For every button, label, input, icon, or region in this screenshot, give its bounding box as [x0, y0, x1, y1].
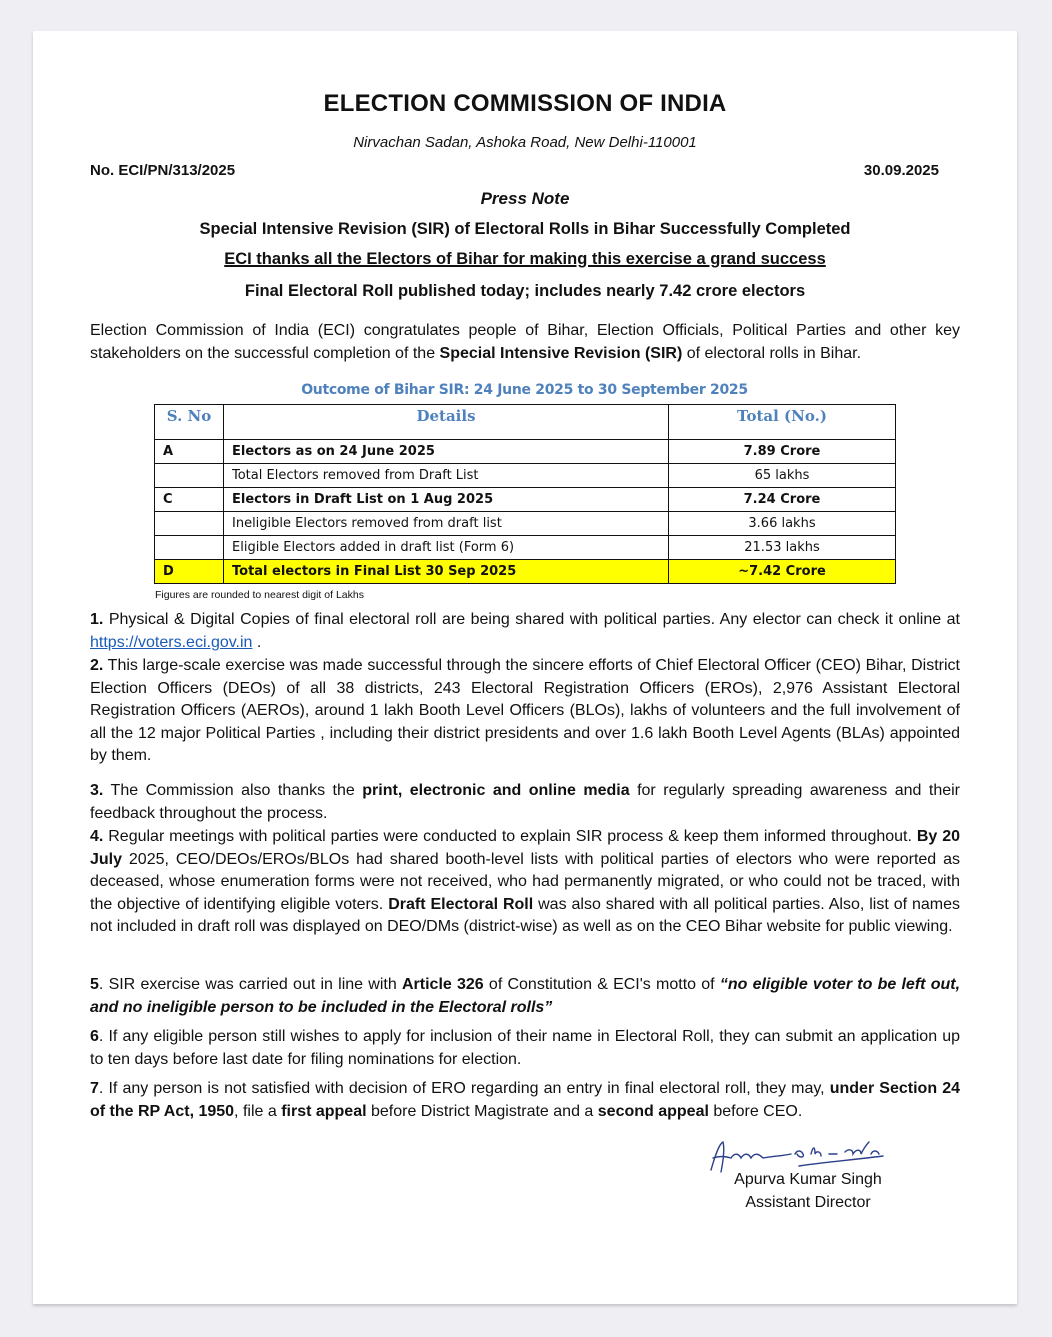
- table-footnote: Figures are rounded to nearest digit of Lakhs: [155, 589, 364, 601]
- eci-motto-quote: “no eligible voter to be left out, and no ineligible person to be included in the Electoral rolls”: [90, 976, 961, 1016]
- cell-sno: [155, 512, 224, 536]
- point-bold: under Section 24 of the RP Act, 1950: [90, 1080, 960, 1120]
- cell-total: 3.66 lakhs: [669, 512, 896, 536]
- signatory-name: Apurva Kumar Singh: [734, 1171, 882, 1188]
- point-number: 3.: [90, 782, 104, 799]
- handwritten-signature-icon: [703, 1136, 893, 1176]
- cell-details: Electors as on 24 June 2025: [224, 440, 669, 464]
- table-row: [155, 512, 896, 536]
- cell-details: Eligible Electors added in draft list (Form 6): [224, 536, 669, 560]
- table-row: [155, 488, 896, 512]
- header-details: Details: [224, 405, 669, 440]
- cell-details: Ineligible Electors removed from draft list: [224, 512, 669, 536]
- cell-sno: A: [155, 440, 224, 464]
- point-text: . If any eligible person still wishes to apply for inclusion of their name in Electoral Roll, they can submit an application up to ten days before last date for filing nominations for election.: [90, 1028, 960, 1068]
- point-text-end: before CEO.: [708, 1102, 803, 1120]
- point-text: . If any person is not satisfied with decision of ERO regarding an entry in final electoral roll, they may,: [98, 1080, 830, 1097]
- point-text-end: for regularly spreading awareness and their feedback throughout the process.: [90, 782, 960, 822]
- point-bold: second appeal: [597, 1102, 709, 1120]
- cell-sno: [155, 464, 224, 488]
- point-bold: By 20 July: [90, 828, 960, 868]
- point-number: 2.: [90, 657, 104, 674]
- header-sno: S. No: [155, 405, 224, 440]
- cell-sno: D: [155, 560, 224, 584]
- point-number: 7: [90, 1080, 99, 1097]
- point-bold: print, electronic and online media: [362, 782, 630, 799]
- point-3: [90, 780, 960, 825]
- point-4: [90, 826, 960, 939]
- point-number: 4.: [90, 828, 104, 845]
- point-text: before District Magistrate and a: [366, 1102, 598, 1120]
- signatory-designation: Assistant Director: [745, 1194, 871, 1211]
- point-text: The Commission also thanks the: [103, 782, 363, 799]
- point-text: 2025, CEO/DEOs/EROs/BLOs had shared booth-level lists with political parties of electors who were reported as deceased, whose enumeration forms were not received, who had permanently migrated, or who could not be traced, with the objective of identifying eligible voters.: [90, 850, 960, 913]
- press-note-label: Press Note: [480, 189, 570, 208]
- point-number: 6: [90, 1028, 99, 1045]
- document-date: 30.09.2025: [863, 162, 939, 179]
- table-row: [155, 464, 896, 488]
- point-text: This large-scale exercise was made successful through the sincere efforts of Chief Electoral Officer (CEO) Bihar, District Election Officers (DEOs) of all 38 districts, 243 Electoral Registration Officers (EROs), 2,976 Assistant Electoral Registration Officers (AEROs), around 1 lakh Booth Level Officers (BLOs), lakhs of volunteers and the full involvement of all the 12 major Political Parties , including their district presidents and over 1.6 lakh Booth Level Agents (BLAs) appointed by them.: [90, 657, 960, 764]
- point-text: Physical & Digital Copies of final electoral roll are being shared with political parties. Any elector can check it online at: [103, 611, 960, 628]
- intro-paragraph: [90, 320, 960, 365]
- point-text-end: .: [252, 633, 262, 651]
- cell-total: 7.89 Crore: [669, 440, 896, 464]
- reference-number: No. ECI/PN/313/2025: [90, 162, 236, 179]
- table-row: [155, 440, 896, 464]
- point-text: Regular meetings with political parties were conducted to explain SIR process & keep them informed throughout.: [103, 828, 917, 845]
- voters-portal-link[interactable]: https://voters.eci.gov.in: [90, 633, 253, 651]
- point-bold: first appeal: [281, 1102, 367, 1120]
- table-row-highlighted-total: [155, 560, 896, 584]
- point-text: . SIR exercise was carried out in line with: [98, 976, 402, 993]
- intro-text-end: of electoral rolls in Bihar.: [682, 344, 862, 362]
- cell-sno: [155, 536, 224, 560]
- cell-total: 7.24 Crore: [669, 488, 896, 512]
- point-text-end: was also shared with all political parties. Also, list of names not included in draft roll was displayed on DEO/DMs (district-wise) as well as on the CEO Bihar website for public viewing.: [90, 895, 961, 935]
- organization-address: Nirvachan Sadan, Ashoka Road, New Delhi-110001: [353, 134, 697, 151]
- headline-sir-completed: Special Intensive Revision (SIR) of Electoral Rolls in Bihar Successfully Completed: [199, 220, 851, 238]
- intro-text: Election Commission of India (ECI) congratulates people of Bihar, Election Officials, Political Parties and other key stakeholders on the successful completion of the: [90, 322, 960, 362]
- point-7: [90, 1078, 960, 1123]
- organization-title: ELECTION COMMISSION OF INDIA: [323, 90, 727, 117]
- point-2: [90, 655, 960, 768]
- table-caption: Outcome of Bihar SIR: 24 June 2025 to 30 September 2025: [301, 382, 748, 398]
- cell-sno: C: [155, 488, 224, 512]
- cell-total: 21.53 lakhs: [669, 536, 896, 560]
- point-number: 1.: [90, 611, 104, 628]
- table-header-row: [155, 405, 896, 440]
- point-1: [90, 609, 960, 654]
- cell-details: Total Electors removed from Draft List: [224, 464, 669, 488]
- intro-bold: Special Intensive Revision (SIR): [439, 344, 683, 362]
- press-note-page: [33, 31, 1017, 1304]
- point-text: , file a: [234, 1102, 282, 1120]
- point-bold: Draft Electoral Roll: [388, 895, 534, 913]
- table-row: [155, 536, 896, 560]
- point-6: [90, 1026, 960, 1071]
- point-number: 5: [90, 976, 99, 993]
- cell-details: Electors in Draft List on 1 Aug 2025: [224, 488, 669, 512]
- point-bold: Article 326: [401, 976, 484, 993]
- headline-final-roll: Final Electoral Roll published today; includes nearly 7.42 crore electors: [244, 282, 806, 300]
- header-total: Total (No.): [669, 405, 896, 440]
- sir-outcome-table: [154, 404, 896, 584]
- headline-thanks: ECI thanks all the Electors of Bihar for making this exercise a grand success: [224, 250, 826, 268]
- cell-total: 65 lakhs: [669, 464, 896, 488]
- cell-details: Total electors in Final List 30 Sep 2025: [224, 560, 669, 584]
- point-text: of Constitution & ECI's motto of: [483, 976, 720, 993]
- point-5: [90, 974, 960, 1019]
- cell-total: ~7.42 Crore: [669, 560, 896, 584]
